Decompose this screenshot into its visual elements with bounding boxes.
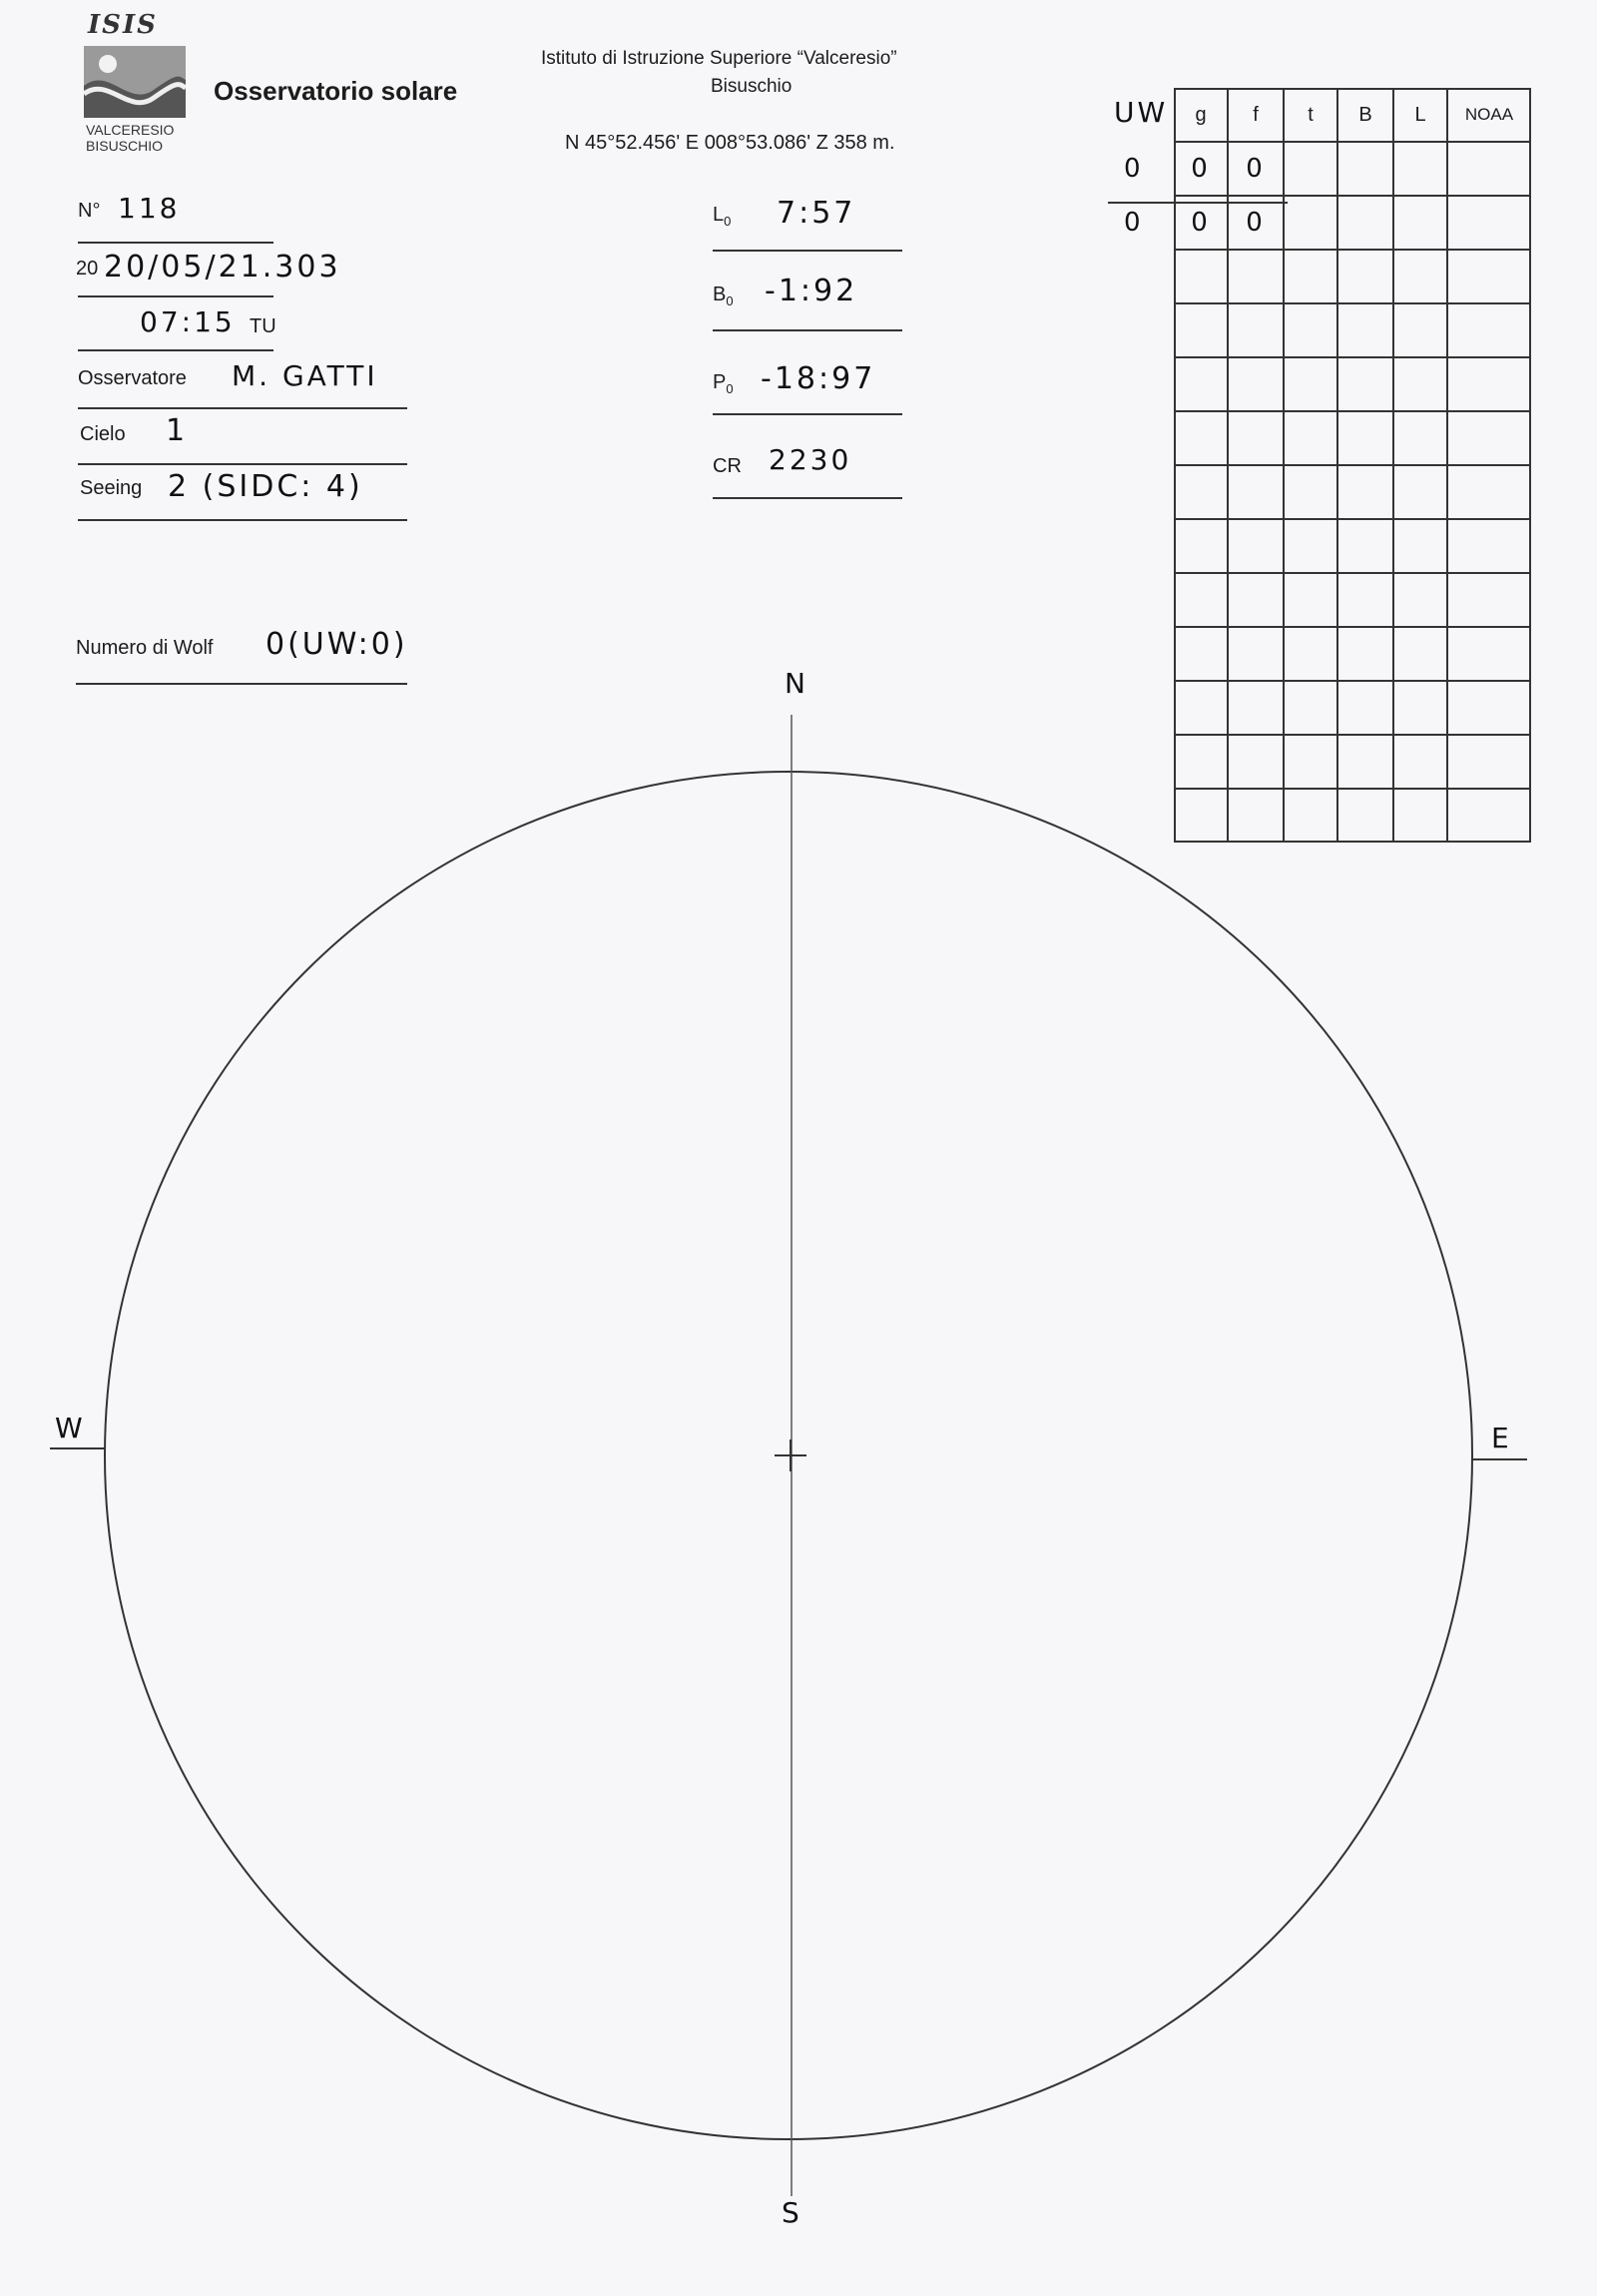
sky-value: 1	[166, 413, 189, 448]
south-label: S	[782, 2196, 799, 2229]
seeing-value: 2 (SIDC: 4)	[168, 469, 363, 504]
observatory-coordinates: N 45°52.456' E 008°53.086' Z 358 m.	[565, 132, 895, 154]
carrington-rotation-value: 2230	[769, 443, 852, 476]
page-title: Osservatorio solare	[214, 76, 458, 106]
b0-label: $B_0$	[713, 284, 734, 308]
wolf-number-label: Numero di Wolf	[76, 637, 214, 659]
row-1-f-value: 0	[1246, 154, 1266, 184]
uw-row-2-value: 0	[1124, 208, 1144, 238]
isis-logo-text: ISIS	[88, 10, 158, 40]
logo-subtitle-school: VALCERESIO	[86, 122, 175, 138]
l0-label: $L_0$	[713, 204, 732, 229]
time-unit: TU	[250, 315, 276, 337]
uw-row-1-value: 0	[1124, 154, 1144, 184]
p0-value: -18:97	[761, 361, 876, 396]
number-label: N°	[78, 200, 101, 222]
time-value: 07:15	[140, 305, 236, 338]
north-label: N	[785, 667, 805, 700]
number-value: 118	[118, 192, 181, 225]
date-prefix: 20	[76, 258, 99, 280]
sky-label: Cielo	[80, 423, 126, 445]
col-header-noaa: NOAA	[1464, 105, 1514, 124]
institute-town: Bisuschio	[711, 76, 793, 97]
row-2-f-value: 0	[1246, 208, 1266, 238]
observer-value: M. GATTI	[232, 359, 378, 392]
date-value: 20/05/21.303	[104, 250, 341, 285]
l0-value: 7:57	[777, 196, 856, 231]
carrington-rotation-label: CR	[713, 455, 742, 477]
west-label: W	[55, 1412, 83, 1444]
institute-name: Istituto di Istruzione Superiore “Valceresio”	[541, 48, 897, 69]
col-header-l: L	[1414, 104, 1426, 126]
col-header-t: t	[1308, 104, 1314, 126]
east-label: E	[1491, 1422, 1509, 1454]
col-header-b: B	[1358, 104, 1372, 126]
b0-value: -1:92	[765, 274, 858, 308]
seeing-label: Seeing	[80, 477, 143, 499]
observer-label: Osservatore	[78, 367, 187, 389]
col-header-g: g	[1195, 104, 1207, 126]
wolf-number-value: 0(UW:0)	[266, 627, 408, 662]
logo-subtitle-town: BISUSCHIO	[86, 138, 164, 154]
uw-column-label: UW	[1114, 96, 1169, 129]
row-1-g-value: 0	[1191, 154, 1211, 184]
p0-label: $P_0$	[713, 371, 734, 396]
row-2-g-value: 0	[1191, 208, 1211, 238]
col-header-f: f	[1253, 104, 1259, 126]
